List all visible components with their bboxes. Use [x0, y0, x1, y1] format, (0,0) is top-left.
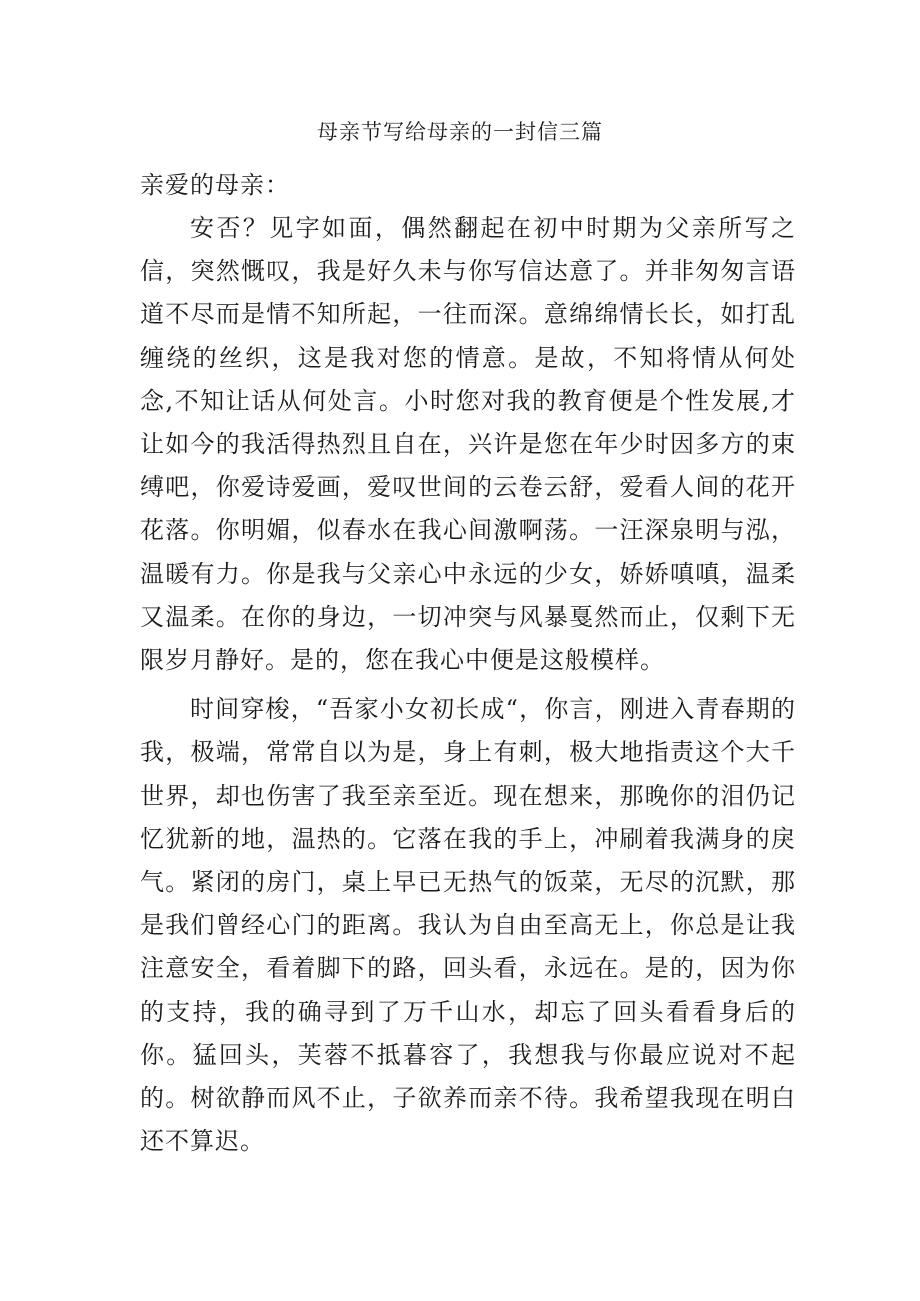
paragraph-2: 时间穿梭，“吾家小女初长成“，你言，刚进入青春期的我，极端，常常自以为是，身上有刺，极大地指责这个大千世界，却也伤害了我至亲至近。现在想来，那晚你的泪仍记忆犹新的地，温热的。它落在我的手上，冲刷着我满身的戾气。紧闭的房门，桌上早已无热气的饭菜，无尽的沉默，那是我们曾经心门的距离。我认为自由至高无上，你总是让我注意安全，看着脚下的路，回头看，永远在。是的，因为你的支持，我的确寻到了万千山水，却忘了回头看看身后的你。猛回头，芙蓉不抵暮容了，我想我与你最应说对不起的。树欲静而风不止，子欲养而亲不待。我希望我现在明白还不算迟。	[140, 695, 796, 1156]
paragraph-1: 安否？见字如面，偶然翻起在初中时期为父亲所写之信，突然慨叹，我是好久未与你写信达意了。并非匆匆言语道不尽而是情不知所起，一往而深。意绵绵情长长，如打乱缠绕的丝织，这是我对您的情意。是故，不知将情从何处念,不知让话从何处言。小时您对我的教育便是个性发展,才让如今的我活得热烈且自在，兴许是您在年少时因多方的束缚吧，你爱诗爱画，爱叹世间的云卷云舒，爱看人间的花开花落。你明媚，似春水在我心间激啊荡。一汪深泉明与泓，温暖有力。你是我与父亲心中永远的少女，娇娇嗔嗔，温柔又温柔。在你的身边，一切冲突与风暴戛然而止，仅剩下无限岁月静好。是的，您在我心中便是这般模样。	[140, 214, 796, 675]
salutation: 亲爱的母亲：	[140, 171, 290, 199]
letter-body	[140, 207, 796, 1163]
document-title: 母亲节写给母亲的一封信三篇	[317, 120, 603, 144]
